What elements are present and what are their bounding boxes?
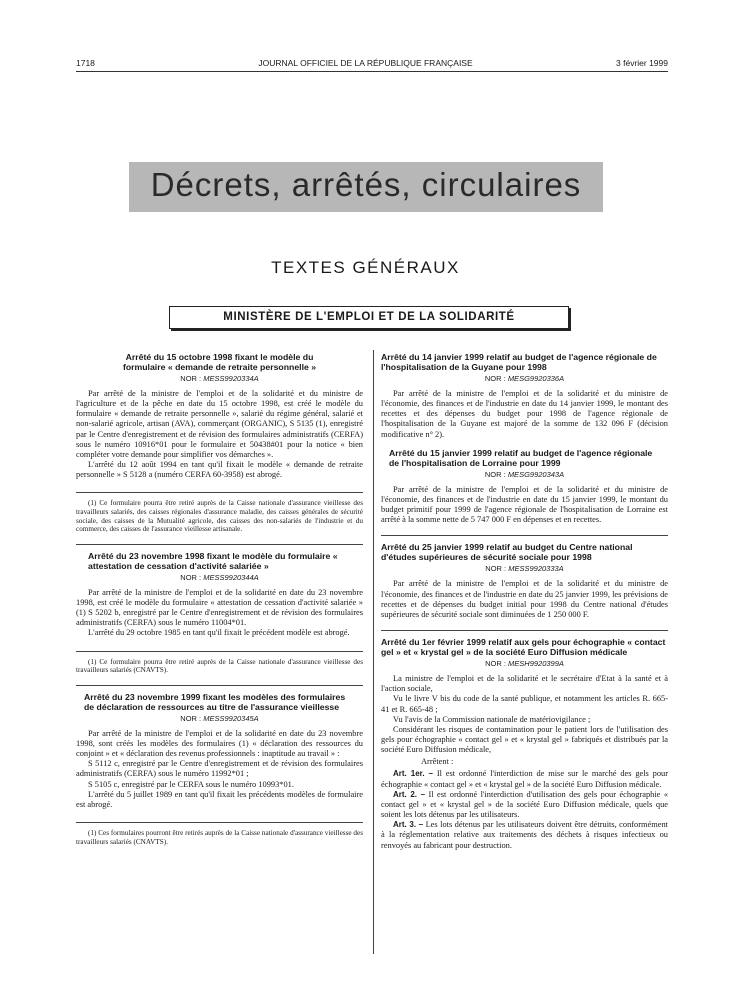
spacer xyxy=(381,440,668,448)
footnote: (1) Ces formulaires pourront être retirés auprès de la Caisse nationale d'assurance vieillesse des travailleurs salariés (CNAVTS). xyxy=(76,829,363,846)
right-column xyxy=(381,352,668,851)
arretent-line: Arrêtent : xyxy=(421,757,454,767)
article-title: Arrêté du 15 janvier 1999 relatif au budget de l'agence régionale de l'hospitalisation de Lorraine pour 1999 xyxy=(389,447,653,468)
footnote: (1) Ce formulaire pourra être retiré auprès de la Caisse nationale d'assurance vieillesse des travailleurs salariés, des caisses régionales d'assurance maladie, des caisses générales de sécurité sociale, des caisses de la Mutualité agricole, des caisses des non-salariés de l'industrie et du commerce, des caisses de l'assurance vieillesse artisanale. xyxy=(76,499,363,534)
article-separator xyxy=(76,685,363,686)
article-1-text: Il est ordonné l'interdiction de mise sur le marché des gels pour échographie « contact gel » et « krystal gel » de la société Euro Diffusion médicale. xyxy=(381,769,669,789)
banner-title: Décrets, arrêtés, circulaires xyxy=(150,166,582,203)
footnote: (1) Ce formulaire pourra être retiré auprès de la Caisse nationale d'assurance vieillesse des travailleurs salariés (CNAVTS). xyxy=(76,657,363,675)
article-paragraph: S 5105 c, enregistré par le CERFA sous le numéro 10993*01. xyxy=(88,779,294,789)
article-title: Arrêté du 23 novembre 1999 fixant les modèles des formulaires de déclaration de ressources au titre de l'assurance vieillesse xyxy=(84,691,346,712)
ministry-box: MINISTÈRE DE L'EMPLOI ET DE LA SOLIDARITÉ xyxy=(169,306,569,329)
footnote-rule xyxy=(76,822,363,823)
article-1-label: Art. 1er. – xyxy=(393,769,433,779)
nor-code: MESS9920344A xyxy=(203,572,259,582)
nor-label: NOR : xyxy=(485,564,507,574)
footnote-rule xyxy=(76,492,363,493)
article-separator xyxy=(76,544,363,545)
article-paragraph: Par arrêté de la ministre de l'emploi et de la solidarité et du ministre de l'économie, des finances et de l'industrie en date du 25 janvier 1999, les prévisions de recettes et de dépenses du budget initial pour 1998 du Centre national d'études supérieures de sécurité sociale sont diminuées de 1 250 000 F. xyxy=(381,579,668,619)
article-title: Arrêté du 14 janvier 1999 relatif au budget de l'agence régionale de l'hospitalisation de la Guyane pour 1998 xyxy=(381,352,657,372)
article-paragraph: L'arrêté du 29 octobre 1985 en tant qu'il fixait le précédent modèle est abrogé. xyxy=(88,628,350,638)
article-ressources xyxy=(76,692,363,846)
left-column xyxy=(76,352,363,846)
footnote-rule xyxy=(76,651,363,652)
article-title: Arrêté du 23 novembre 1998 fixant le modèle du formulaire « attestation de cessation d'activité salariée » xyxy=(88,550,338,571)
nor-code: MESG9920336A xyxy=(507,374,565,383)
article-2-label: Art. 2. – xyxy=(393,789,426,799)
nor-label: NOR : xyxy=(180,572,202,582)
journal-title: JOURNAL OFFICIEL DE LA RÉPUBLIQUE FRANÇAISE xyxy=(258,58,473,68)
article-paragraph: Considérant les risques de contamination pour le patient lors de l'utilisation des gels pour échographie « contact gel » et « krystal gel » fabriqués et distribués par la société Euro Diffusion médicale, xyxy=(381,724,668,755)
article-paragraph: Par arrêté de la ministre de l'emploi et de la solidarité en date du 23 novembre 1998, est créé le modèle du formulaire « attestation de cessation d'activité salariée » (1) S 5202 b, enregistré par le Centre d'enregistrement et de révision des formulaires administratifs (CERFA) sous le numéro 11004*01. xyxy=(76,587,363,628)
nor-label: NOR : xyxy=(180,374,202,383)
article-paragraph: S 5112 c, enregistré par le Centre d'enregistrement et de révision des formulaires administratifs (CERFA) sous le numéro 11992*01 ; xyxy=(76,759,363,779)
article-paragraph: Par arrêté de la ministre de l'emploi et de la solidarité et du ministre de l'économie, des finances et de l'industrie en date du 15 janvier 1999, le montant du budget primitif pour 1999 de l'agence régionale de l'hospitalisation de Lorraine est arrêté à la somme nette de 5 747 000 F en dépenses et en recettes. xyxy=(381,484,668,525)
article-paragraph: Vu l'avis de la Commission nationale de matériovigilance ; xyxy=(393,714,591,724)
column-divider xyxy=(373,350,374,954)
nor-code: MESS9920345A xyxy=(203,713,259,723)
nor-code: MESS9920333A xyxy=(508,564,564,574)
article-paragraph: La ministre de l'emploi et de la solidarité et le secrétaire d'Etat à la santé et à l'action sociale, xyxy=(381,674,668,694)
article-separator xyxy=(381,535,668,536)
article-cnesss xyxy=(381,542,668,620)
article-3-label: Art. 3. – xyxy=(393,820,424,830)
article-title: Arrêté du 15 octobre 1998 fixant le modèle du formulaire « demande de retraite personnelle » xyxy=(122,352,317,372)
article-paragraph: L'arrêté du 5 juillet 1989 en tant qu'il fixait les précédents modèles de formulaire est abrogé. xyxy=(76,789,363,809)
article-paragraph: Par arrêté de la ministre de l'emploi et de la solidarité et du ministre de l'économie, des finances et de l'industrie en date du 14 janvier 1999, le montant des recettes et des dépenses du budget pour 1998 de l'agence régionale de l'hospitalisation de la Guyane est majoré de la somme de 132 096 F (décision modificative n° 2). xyxy=(381,389,668,439)
issue-date: 3 février 1999 xyxy=(616,58,668,68)
article-lorraine xyxy=(381,448,668,526)
nor-label: NOR : xyxy=(180,713,202,723)
article-paragraph: Par arrêté de la ministre de l'emploi et de la solidarité et du ministre de l'agriculture et de la pêche en date du 15 octobre 1998, est créé le modèle du formulaire « demande de retraite personnelle », salarié du régime général, salarié et non-salarié agricole, artisan (AVA), commerçant (ORGANIC), S 5135 (1), enregistré par le Centre d'enregistrement et de révision des formulaires administratifs (CERFA) sous le numéro 10916*01 pour le formulaire et 50438#01 pour la notice « bien compléter votre demande pour simplifier vos démarches ». xyxy=(76,389,363,459)
article-cessation xyxy=(76,551,363,675)
nor-code: MESG9920343A xyxy=(507,469,565,479)
article-guyane xyxy=(381,352,668,440)
article-title: Arrêté du 1er février 1999 relatif aux gels pour échographie « contact gel » et « krystal gel » de la société Euro Diffusion médicale xyxy=(381,637,666,658)
article-retraite xyxy=(76,352,363,534)
nor-code: MESH9920399A xyxy=(508,659,564,669)
article-title: Arrêté du 25 janvier 1999 relatif au budget du Centre national d'études supérieures de sécurité sociale pour 1998 xyxy=(381,542,633,563)
nor-label: NOR : xyxy=(484,374,506,383)
article-paragraph: Vu le livre V bis du code de la santé publique, et notamment les articles R. 665-41 et R. 665-48 ; xyxy=(381,694,668,714)
section-title: TEXTES GÉNÉRAUX xyxy=(271,258,460,277)
article-gels xyxy=(381,637,668,851)
header-rule xyxy=(76,71,668,72)
article-paragraph: L'arrêté du 12 août 1994 en tant qu'il fixait le modèle « demande de retraite personnelle » S 5128 a (numéro CERFA 60-3958) est abrogé. xyxy=(76,460,363,480)
nor-label: NOR : xyxy=(485,659,506,669)
nor-code: MESS9920334A xyxy=(203,374,259,383)
article-2-text: Il est ordonné l'interdiction d'utilisation des gels pour échographie « contact gel » et « krystal gel » de la société Euro Diffusion médicale, quels que soient les lots détenus par les utilisateurs. xyxy=(381,789,669,820)
article-paragraph: Par arrêté de la ministre de l'emploi et de la solidarité en date du 23 novembre 1998, sont créés les modèles des formulaires (1) « déclaration des ressources du conjoint » et « déclaration des revenus professionnels : inaptitude au travail » : xyxy=(76,728,363,759)
section-banner xyxy=(129,162,603,212)
article-separator xyxy=(381,630,668,631)
nor-label: NOR : xyxy=(484,469,506,479)
article-3-text: Les lots détenus par les utilisateurs doivent être détruits, conformément à la réglementation relative aux traitements des déchets à risques infectieux ou renvoyés au fabricant pour destruction. xyxy=(381,820,669,850)
page-number: 1718 xyxy=(76,58,95,68)
